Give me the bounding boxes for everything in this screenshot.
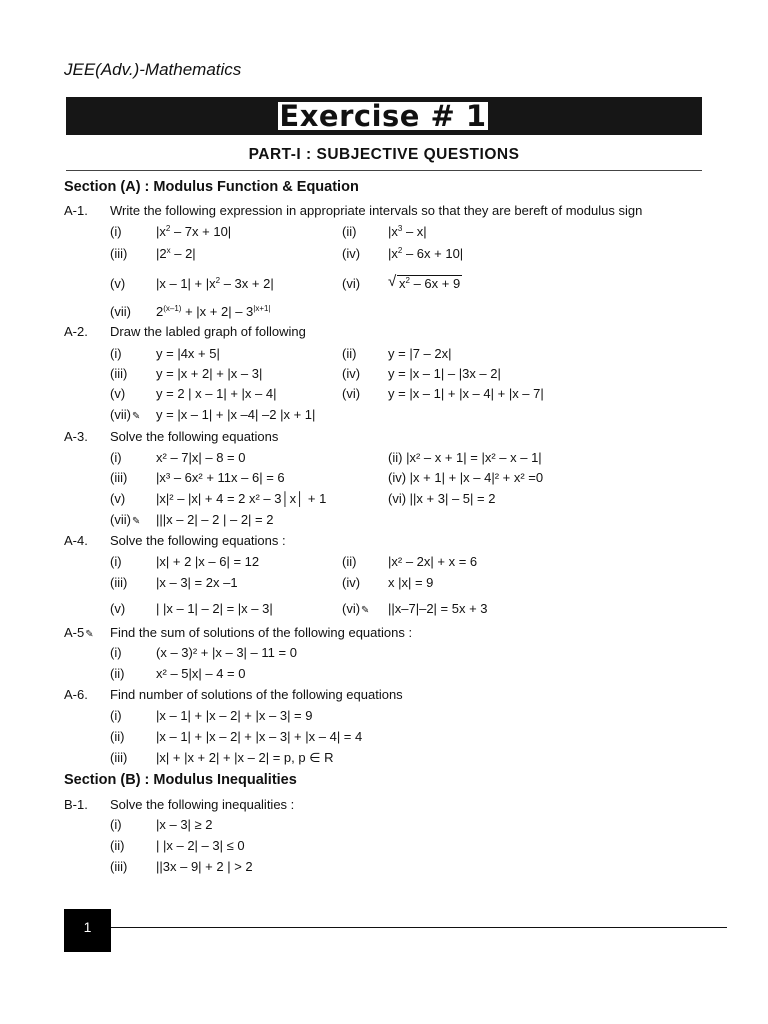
item-number: (ii) bbox=[110, 729, 125, 744]
item-expression: |x| + 2 |x – 6| = 12 bbox=[156, 554, 260, 569]
section-b-title: Section (B) : Modulus Inequalities bbox=[64, 772, 297, 788]
question-label: A-2. bbox=[64, 324, 88, 339]
item-expression: x² – 7|x| – 8 = 0 bbox=[156, 450, 246, 465]
item-expression: y = |x – 1| + |x – 4| + |x – 7| bbox=[388, 386, 544, 401]
item-expression: $2^{(x-1)} + |x + 2| - 3^{|x+1|}$ bbox=[156, 304, 271, 319]
item-expression: $|x^2 - 6x + 10|$ bbox=[388, 246, 464, 261]
item-number: (i) bbox=[110, 708, 122, 723]
item-expression: |x – 3| ≥ 2 bbox=[156, 817, 213, 832]
item-expression: y = |x + 2| + |x – 3| bbox=[156, 366, 263, 381]
item-expression: ||x–7|–2| = 5x + 3 bbox=[388, 601, 488, 616]
item-expression: |x – 3| = 2x –1 bbox=[156, 575, 238, 590]
question-label: A-5✎ bbox=[64, 625, 94, 640]
item-number: (ii) bbox=[110, 666, 125, 681]
item-number: (i) bbox=[110, 224, 122, 239]
item-expression: (ii) |x² – x + 1| = |x² – x – 1| bbox=[388, 450, 542, 465]
item-number: (ii) bbox=[342, 224, 357, 239]
item-number: (ii) bbox=[342, 346, 357, 361]
item-number: (ii) bbox=[342, 554, 357, 569]
item-number: (vii) bbox=[110, 304, 131, 319]
item-number: (v) bbox=[110, 491, 126, 506]
item-expression: |||x – 2| – 2 | – 2| = 2 bbox=[156, 512, 274, 527]
page-number: 1 bbox=[64, 909, 111, 952]
item-expression: (iv) |x + 1| + |x – 4|² + x² =0 bbox=[388, 470, 544, 485]
question-text: Solve the following equations bbox=[110, 429, 279, 444]
item-number: (iii) bbox=[110, 575, 128, 590]
item-expression: |2$^x$ – 2| bbox=[156, 246, 196, 261]
question-text: Solve the following equations : bbox=[110, 533, 286, 548]
question-text: Draw the labled graph of following bbox=[110, 324, 306, 339]
pen-icon: ✎ bbox=[85, 629, 94, 640]
item-number: (iv) bbox=[342, 366, 361, 381]
item-expression: x |x| = 9 bbox=[388, 575, 434, 590]
item-number: (iii) bbox=[110, 859, 128, 874]
item-expression: x² – 5|x| – 4 = 0 bbox=[156, 666, 246, 681]
question-label: A-1. bbox=[64, 203, 88, 218]
item-number: (vi) bbox=[342, 276, 361, 291]
item-number: (v) bbox=[110, 601, 126, 616]
question-label: A-3. bbox=[64, 429, 88, 444]
question-label: A-6. bbox=[64, 687, 88, 702]
item-number: (i) bbox=[110, 645, 122, 660]
item-number: (v) bbox=[110, 386, 126, 401]
question-text: Write the following expression in appropriate intervals so that they are bereft of modulus sign bbox=[110, 203, 643, 218]
divider bbox=[66, 170, 702, 171]
item-expression: $|x - 1| + |x^2 - 3x + 2|$ bbox=[156, 276, 274, 291]
pen-icon: ✎ bbox=[131, 516, 141, 527]
item-number: (iv) bbox=[342, 575, 361, 590]
item-number: (vi)✎ bbox=[342, 601, 370, 616]
pen-icon: ✎ bbox=[131, 411, 141, 422]
item-number: (vii)✎ bbox=[110, 407, 141, 422]
question-label: B-1. bbox=[64, 797, 88, 812]
exercise-title: Exercise # 1 bbox=[279, 99, 487, 133]
item-expression: y = |x – 1| – |3x – 2| bbox=[388, 366, 501, 381]
item-number: (i) bbox=[110, 817, 122, 832]
question-label: A-4. bbox=[64, 533, 88, 548]
item-expression: $|x^2 - 7x + 10|$ bbox=[156, 224, 232, 239]
item-expression: y = |4x + 5| bbox=[156, 346, 220, 361]
square-root: √ $x^2 - 6x + 9$ bbox=[388, 273, 461, 291]
item-expression: (vi) ||x + 3| – 5| = 2 bbox=[388, 491, 496, 506]
item-expression: $|x^3 - x|$ bbox=[388, 224, 427, 239]
document-header: JEE(Adv.)-Mathematics bbox=[64, 60, 242, 79]
item-number: (ii) bbox=[110, 838, 125, 853]
section-a-title: Section (A) : Modulus Function & Equation bbox=[64, 179, 359, 195]
item-number: (iii) bbox=[110, 750, 128, 765]
item-expression: |x² – 2x| + x = 6 bbox=[388, 554, 478, 569]
item-number: (v) bbox=[110, 276, 126, 291]
item-number: (i) bbox=[110, 554, 122, 569]
item-expression: ||3x – 9| + 2 | > 2 bbox=[156, 859, 253, 874]
item-expression: (x – 3)² + |x – 3| – 11 = 0 bbox=[156, 645, 297, 660]
item-expression: | |x – 2| – 3| ≤ 0 bbox=[156, 838, 245, 853]
item-expression: y = |x – 1| + |x –4| –2 |x + 1| bbox=[156, 407, 316, 422]
question-text: Solve the following inequalities : bbox=[110, 797, 295, 812]
item-expression: |x³ – 6x² + 11x – 6| = 6 bbox=[156, 470, 285, 485]
radical-sign: √ bbox=[388, 273, 397, 290]
exercise-title-box bbox=[276, 100, 490, 132]
item-number: (vi) bbox=[342, 386, 361, 401]
item-expression: | |x – 1| – 2| = |x – 3| bbox=[156, 601, 273, 616]
item-expression: |x – 1| + |x – 2| + |x – 3| = 9 bbox=[156, 708, 313, 723]
item-expression bbox=[388, 273, 462, 291]
item-number: (i) bbox=[110, 346, 122, 361]
part-title: PART-I : SUBJECTIVE QUESTIONS bbox=[248, 146, 520, 163]
item-number: (iii) bbox=[110, 246, 128, 261]
item-expression: y = 2 | x – 1| + |x – 4| bbox=[156, 386, 277, 401]
item-expression: |x – 1| + |x – 2| + |x – 3| + |x – 4| = 4 bbox=[156, 729, 363, 744]
item-expression: y = |7 – 2x| bbox=[388, 346, 452, 361]
item-number: (iv) bbox=[342, 246, 361, 261]
item-number: (i) bbox=[110, 450, 122, 465]
pen-icon: ✎ bbox=[361, 605, 370, 616]
item-number: (vii)✎ bbox=[110, 512, 141, 527]
item-number: (iii) bbox=[110, 470, 128, 485]
question-text: Find the sum of solutions of the following equations : bbox=[110, 625, 413, 640]
item-number: (iii) bbox=[110, 366, 128, 381]
footer-rule bbox=[111, 927, 727, 928]
item-expression: |x|² – |x| + 4 = 2 x² – 3│x│ + 1 bbox=[156, 491, 327, 506]
question-text: Find number of solutions of the following equations bbox=[110, 687, 403, 702]
item-expression: |x| + |x + 2| + |x – 2| = p, p ∈ R bbox=[156, 750, 334, 765]
